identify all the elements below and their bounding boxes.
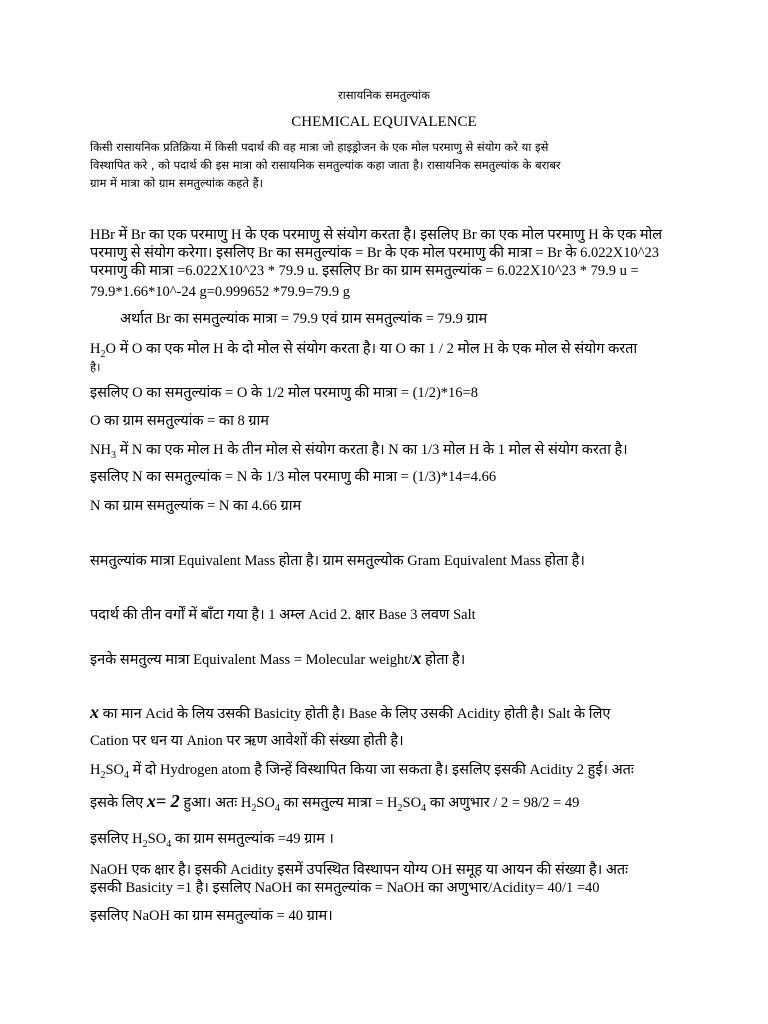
naoh-line-1: NaOH एक क्षार है। इसकी Acidity इसमें उपस्थित विस्थापन योग्य OH समूह या आयन की संख्या है। अतः — [90, 862, 629, 878]
h2o-line-1: $H_2O$ में O का एक मोल H के दो मोल से संयोग करता है। या O का 1 / 2 मोल H के एक मोल से संयोग करता — [90, 341, 638, 360]
h2so4-line-2: इसके लिए x= 2 हुआ। अतः $H_2SO_4$ का समतुल्य मात्रा = $H_2SO_4$ का अणुभार / 2 = 98/2 = 49 — [90, 791, 580, 814]
h2so4-line-1: $H_2SO_4$ में दो Hydrogen atom है जिन्हें विस्थापित किया जा सकता है। इसलिए इसकी Acidity 2 हुई। अतः — [90, 762, 634, 781]
h2o-line-2: है। — [90, 360, 101, 374]
formula-h2so4: $H_2SO_4$ — [240, 795, 280, 814]
h2so4-gram-equivalent: इसलिए $H_2SO_4$ का ग्राम समतुल्यांक =49 ग्राम । — [90, 831, 334, 850]
formula-h2so4: $H_2SO_4$ — [387, 795, 427, 814]
intro-line-1: किसी रासायनिक प्रतिक्रिया में किसी पदार्थ की वह मात्रा जो हाइड्रोजन के एक मोल परमाणु से संयोग करे या इसे — [90, 140, 549, 154]
nh3-line: $NH_3$ में N का एक मोल H के तीन मोल से संयोग करता है। N का 1/3 मोल H के 1 मोल से संयोग करता है। — [90, 442, 628, 461]
br-summary: अर्थात Br का समतुल्यांक मात्रा = 79.9 एवं ग्राम समतुल्यांक = 79.9 ग्राम — [120, 311, 488, 327]
x-symbol: x — [412, 648, 422, 668]
n-gram-equivalent: N का ग्राम समतुल्यांक = N का 4.66 ग्राम — [90, 498, 302, 514]
substance-classes: पदार्थ की तीन वर्गों में बाँटा गया है। 1 अम्ल Acid 2. क्षार Base 3 लवण Salt — [90, 607, 476, 623]
formula-h2o: $H_2O$ — [90, 341, 116, 360]
equivalent-mass-formula: इनके समतुल्य मात्रा Equivalent Mass = Molecular weight/x होता है। — [90, 648, 466, 668]
intro-line-3: ग्राम में मात्रा को ग्राम समतुल्यांक कहते हैं। — [90, 176, 264, 190]
o-equivalent: इसलिए O का समतुल्यांक = O के 1/2 मोल परमाणु की मात्रा = (1/2)*16=8 — [90, 385, 478, 401]
naoh-line-2: इसकी Basicity =1 है। इसलिए NaOH का समतुल्यांक = NaOH का अणुभार/Acidity= 40/1 =40 — [90, 880, 600, 896]
formula-nh3: $NH_3$ — [90, 442, 116, 461]
formula-h2so4: $H_2SO_4$ — [132, 831, 172, 850]
x-value-line-1: x का मान Acid के लिय उसकी Basicity होती है। Base के लिए उसकी Acidity होती है। Salt के लिए — [90, 702, 611, 722]
equivalent-mass-note: समतुल्यांक मात्रा Equivalent Mass होता है। ग्राम समतुल्योक Gram Equivalent Mass होता है। — [90, 553, 585, 569]
hbr-line-2: परमाणु से संयोग करेगा। इसलिए Br का समतुल्यांक = Br के एक मोल परमाणु की मात्रा = Br के 6.022X10^23 — [90, 245, 660, 261]
o-gram-equivalent: O का ग्राम समतुल्यांक = का 8 ग्राम — [90, 413, 269, 429]
x-symbol: x — [146, 791, 156, 811]
title-hindi: रासायनिक समतुल्यांक — [338, 88, 430, 102]
naoh-gram-equivalent: इसलिए NaOH का ग्राम समतुल्यांक = 40 ग्राम। — [90, 908, 333, 924]
x-value-line-2: Cation पर धन या Anion पर ऋण आवेशों की संख्या होती है। — [90, 733, 404, 749]
x-symbol: x — [90, 702, 99, 722]
formula-h2so4: $H_2SO_4$ — [90, 762, 130, 781]
hbr-line-1: HBr में Br का एक परमाणु H के एक परमाणु से संयोग करता है। इसलिए Br का एक मोल परमाणु H के एक मोल — [90, 227, 663, 243]
hbr-line-3: परमाणु की मात्रा =6.022X10^23 * 79.9 u. इसलिए Br का ग्राम समतुल्यांक = 6.022X10^23 * 79.9 u = — [90, 263, 639, 279]
hbr-line-4: 79.9*1.66*10^-24 g=0.999652 *79.9=79.9 g — [90, 284, 350, 300]
title-english: CHEMICAL EQUIVALENCE — [291, 114, 477, 130]
intro-line-2: विस्थापित करे , को पदार्थ की इस मात्रा को रासायनिक समतुल्यांक कहा जाता है। रासायनिक समतुल्यांक के बराबर — [90, 158, 561, 172]
n-equivalent: इसलिए N का समतुल्यांक = N के 1/3 मोल परमाणु की मात्रा = (1/3)*14=4.66 — [90, 469, 497, 485]
